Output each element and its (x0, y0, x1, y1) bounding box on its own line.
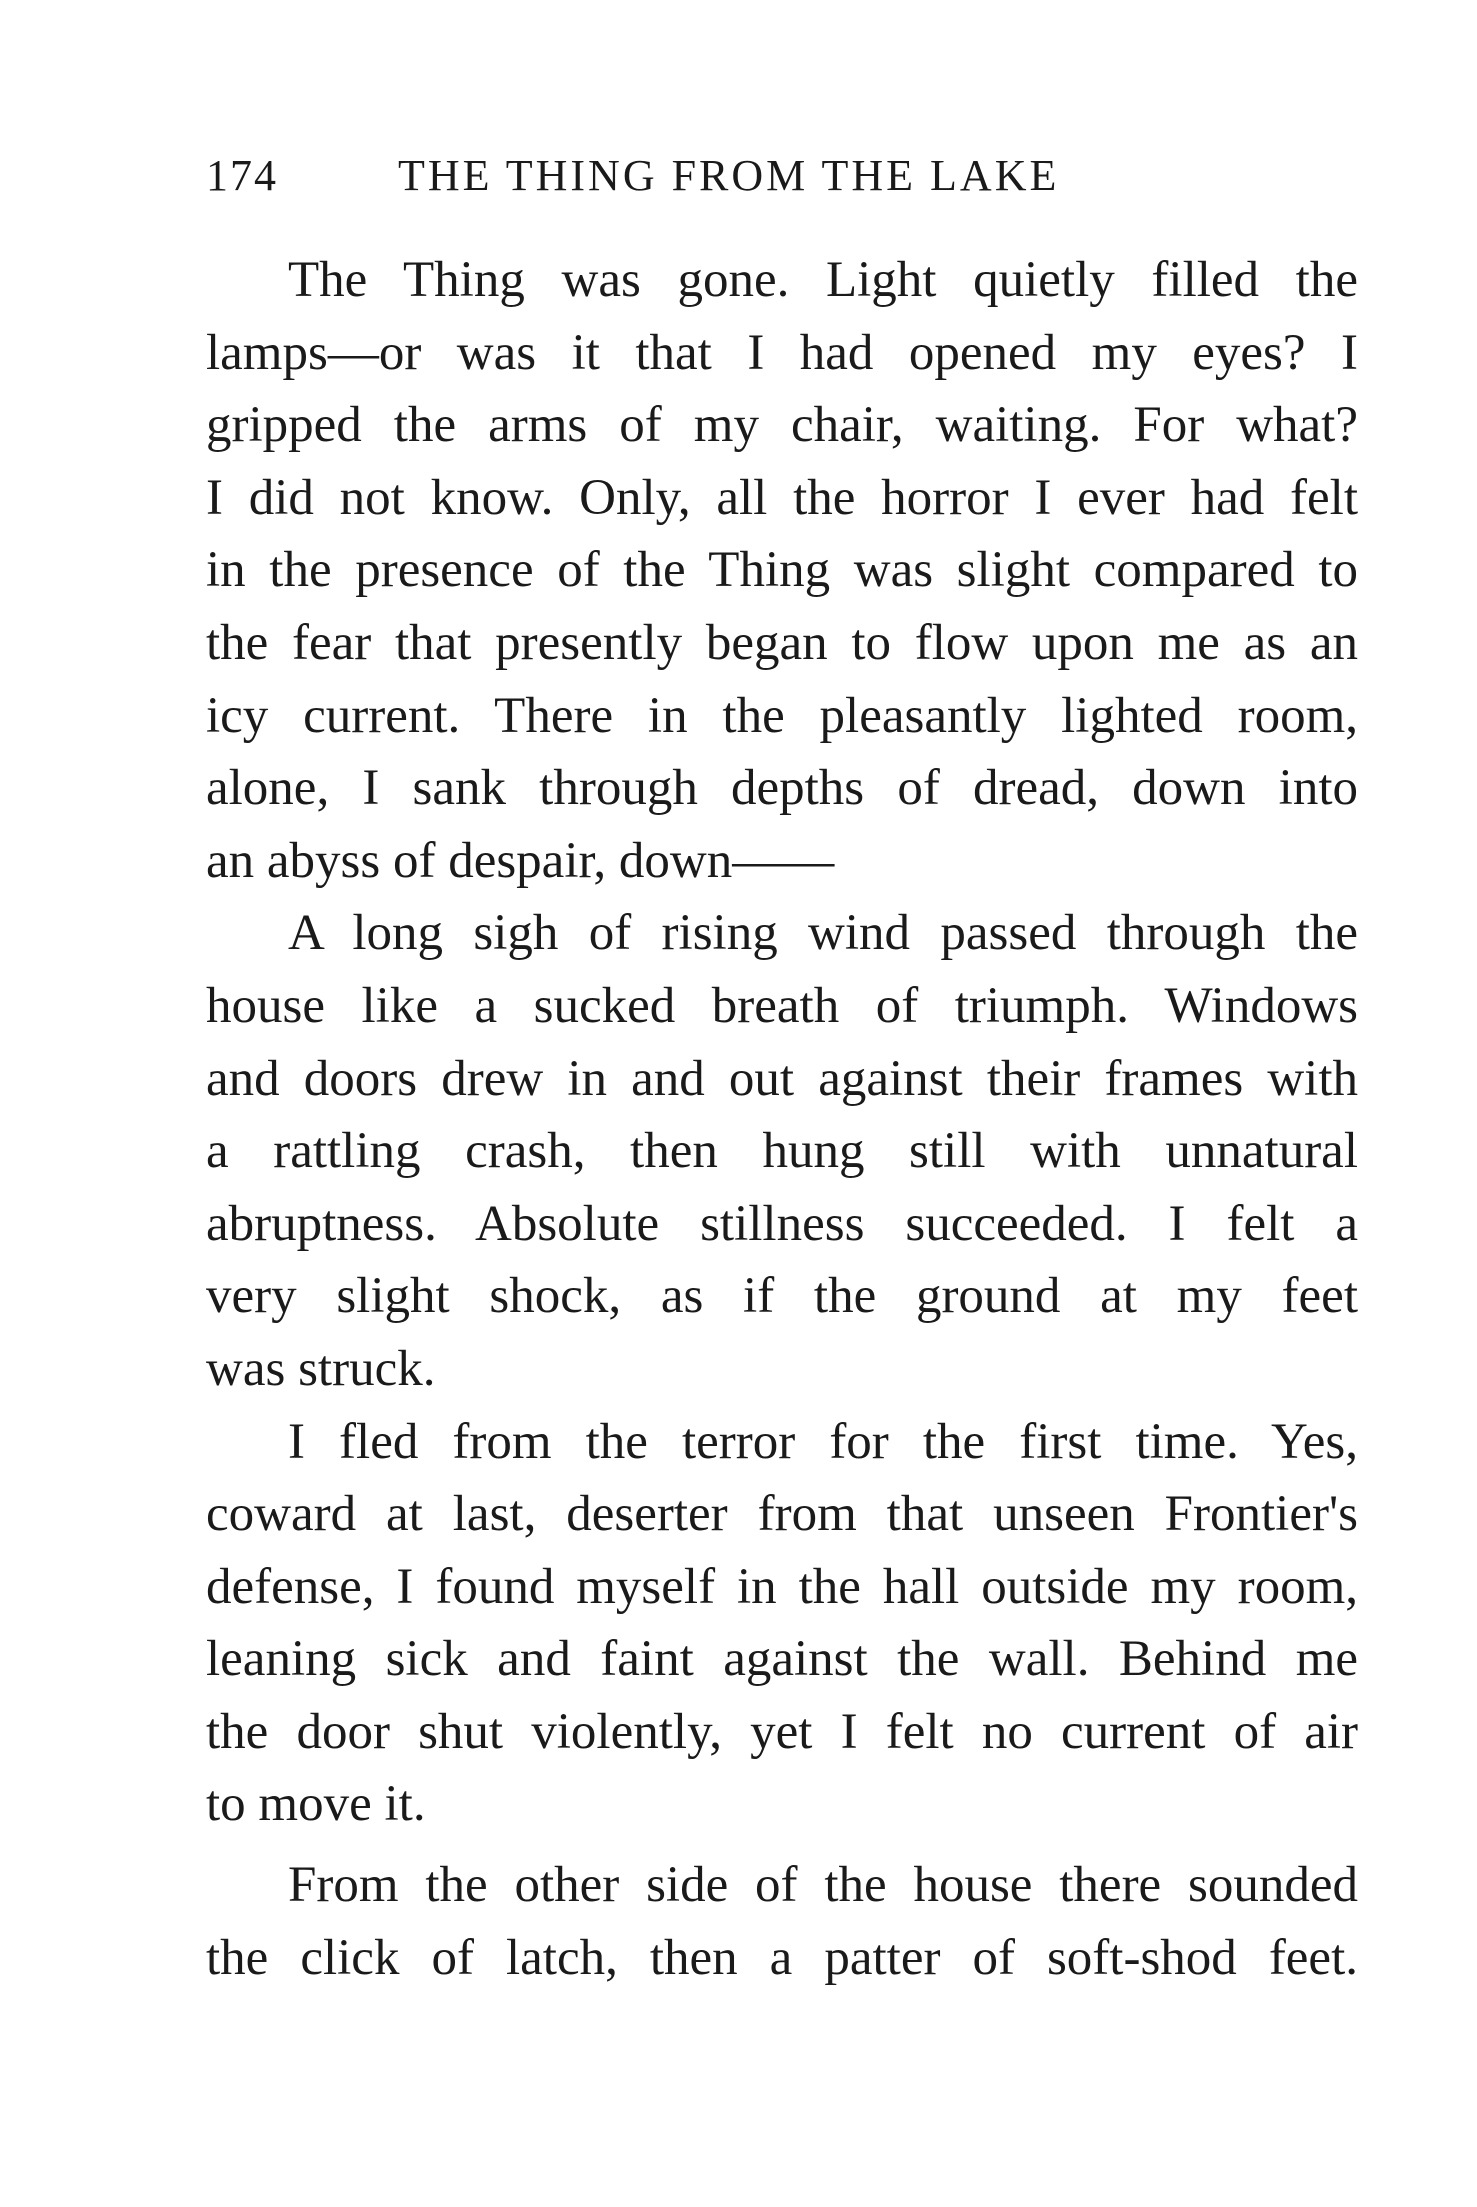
text-line: coward at last, deserter from that unseen Frontier's (206, 1486, 1358, 1543)
text-line: A long sigh of rising wind passed through the (288, 905, 1358, 962)
text-line: icy current. There in the pleasantly lighted room, (206, 687, 1358, 744)
text-line: to move it. (206, 1776, 426, 1833)
paragraph (206, 1406, 1358, 1842)
text-line: lamps—or was it that I had opened my eyes? I (206, 324, 1358, 381)
text-line: in the presence of the Thing was slight compared to (206, 542, 1358, 599)
body-text (206, 244, 1358, 1994)
text-line: a rattling crash, then hung still with unnatural (206, 1123, 1358, 1180)
text-line: the door shut violently, yet I felt no current of air (206, 1703, 1358, 1760)
text-line: abruptness. Absolute stillness succeeded. I felt a (206, 1195, 1358, 1252)
text-line: the fear that presently began to flow upon me as an (206, 614, 1358, 671)
paragraph (206, 244, 1358, 897)
text-line: was struck. (206, 1340, 436, 1397)
text-line: I did not know. Only, all the horror I ever had felt (206, 469, 1358, 526)
text-line: alone, I sank through depths of dread, down into (206, 760, 1358, 817)
text-line: I fled from the terror for the first time. Yes, (288, 1413, 1358, 1470)
running-title: THE THING FROM THE LAKE (398, 151, 1060, 200)
paragraph (206, 897, 1358, 1405)
page-number: 174 (206, 151, 278, 200)
running-head (206, 150, 1366, 210)
text-line: house like a sucked breath of triumph. Windows (206, 977, 1358, 1034)
paragraph (206, 1849, 1358, 1994)
text-line: the click of latch, then a patter of soft-shod feet. (206, 1929, 1358, 1986)
text-line: The Thing was gone. Light quietly filled the (288, 252, 1358, 308)
text-line: From the other side of the house there sounded (288, 1857, 1358, 1914)
text-line: leaning sick and faint against the wall. Behind me (206, 1631, 1358, 1688)
text-line: an abyss of despair, down—— (206, 832, 835, 889)
text-line: very slight shock, as if the ground at my feet (206, 1268, 1358, 1325)
text-line: defense, I found myself in the hall outside my room, (206, 1558, 1358, 1615)
text-line: gripped the arms of my chair, waiting. For what? (206, 397, 1358, 454)
text-line: and doors drew in and out against their frames with (206, 1050, 1358, 1107)
